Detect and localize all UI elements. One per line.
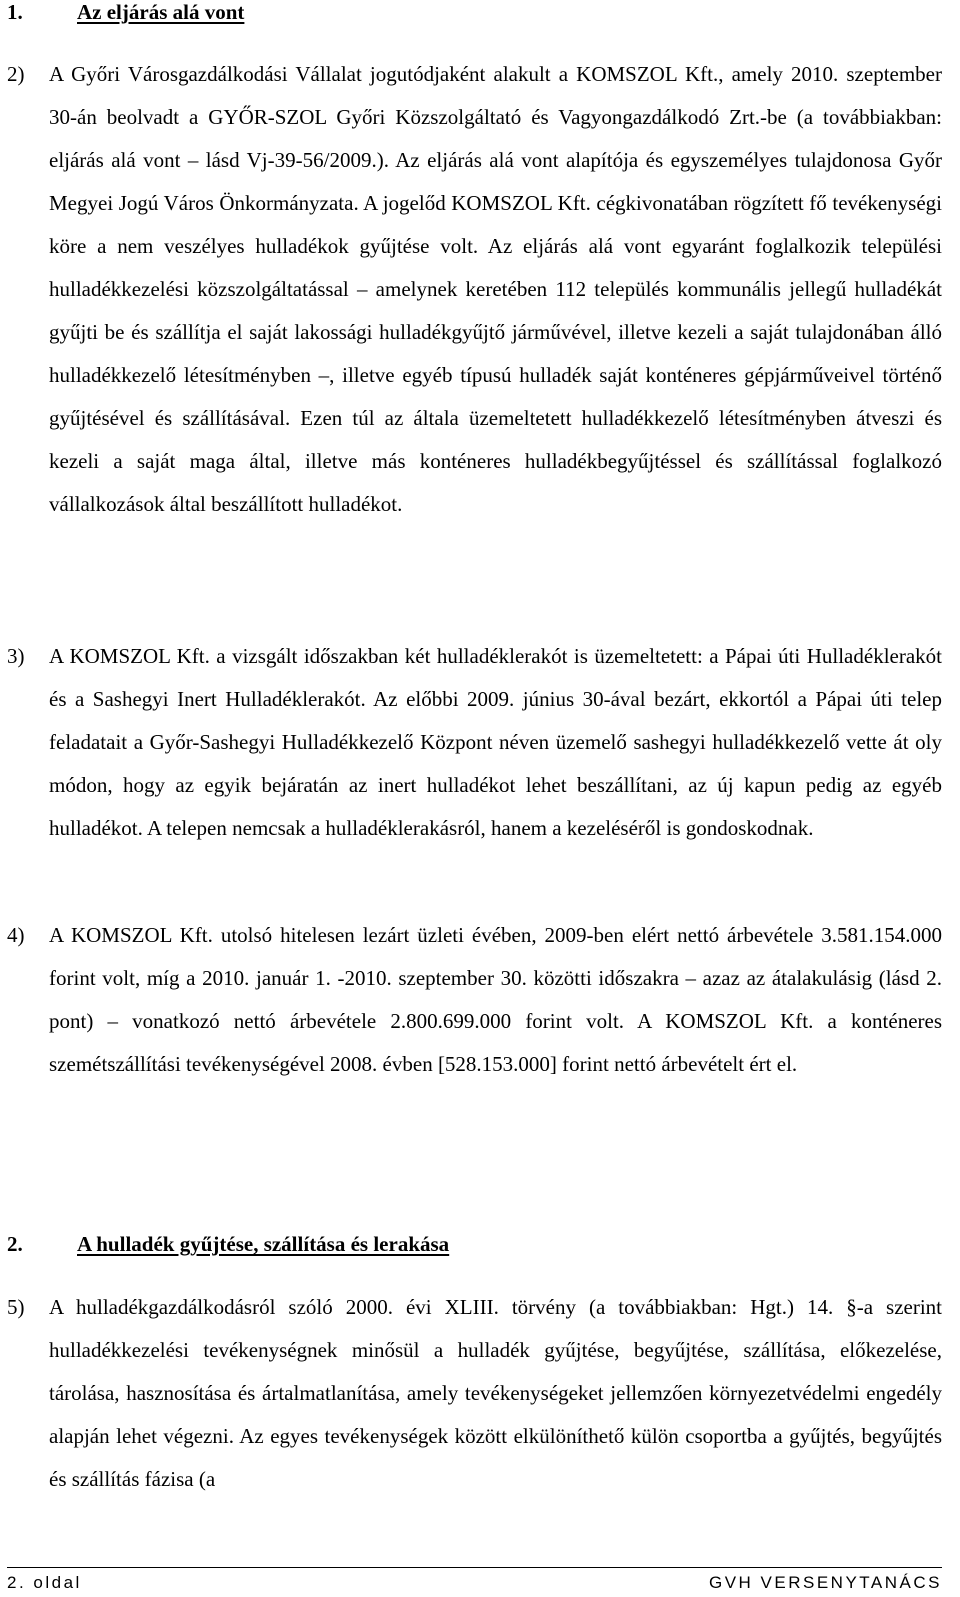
section-heading-1 — [7, 0, 244, 24]
footer-organization: GVH VERSENYTANÁCS — [708, 1573, 942, 1592]
paragraph-text: A hulladékgazdálkodásról szóló 2000. évi XLIII. törvény (a továbbiakban: Hgt.) 14. §-a szerint hulladékkezelési tevékenységnek minősül a hulladék gyűjtése, begyűjtése, szállítása, előkezelése, tárolása, hasznosítása és ártalmatlanítása, amely tevékenységeket jellemzően környezetvédelmi engedély alapján lehet végezni. Az egyes tevékenységek között elkülöníthető külön csoportba a gyűjtés, begyűjtés és szállítás fázisa (a — [49, 1295, 942, 1491]
section-title: A hulladék gyűjtése, szállítása és lerakása — [77, 1232, 450, 1256]
section-number: 1. — [7, 0, 23, 24]
paragraph-4 — [7, 914, 942, 1086]
paragraph-text: A KOMSZOL Kft. utolsó hitelesen lezárt üzleti évében, 2009-ben elért nettó árbevétele 3.581.154.000 forint volt, míg a 2010. január 1. -2010. szeptember 30. közötti időszakra – azaz az átalakulásig (lásd 2. pont) – vonatkozó nettó árbevétele 2.800.699.000 forint volt. A KOMSZOL Kft. a konténeres szemétszállítási tevékenységével 2008. évben [528.153.000] forint nettó árbevételt ért el. — [49, 923, 942, 1076]
paragraph-5 — [7, 1286, 942, 1501]
paragraph-text: A KOMSZOL Kft. a vizsgált időszakban két hulladéklerakót is üzemeltetett: a Pápai úti Hulladéklerakót és a Sashegyi Inert Hulladéklerakót. Az előbbi 2009. június 30-ával bezárt, ekkortól a Pápai úti telep feladatait a Győr-Sashegyi Hulladékkezelő Központ néven üzemelő sashegyi hulladékkezelő vette át oly módon, hogy az egyik bejáratán az inert hulladékot lehet beszállítani, az új kapun pedig az egyéb hulladékot. A telepen nemcsak a hulladéklerakásról, hanem a kezeléséről is gondoskodnak. — [49, 644, 942, 840]
section-number: 2. — [7, 1232, 23, 1256]
paragraph-number: 5) — [7, 1295, 25, 1319]
paragraph-3 — [7, 635, 942, 850]
footer-page-number: 2. oldal — [7, 1573, 82, 1592]
section-heading-2 — [7, 1232, 449, 1256]
paragraph-number: 2) — [7, 62, 25, 86]
paragraph-number: 3) — [7, 644, 25, 668]
paragraph-2 — [7, 53, 942, 526]
footer-divider — [7, 1567, 942, 1568]
paragraph-number: 4) — [7, 923, 25, 947]
paragraph-text: A Győri Városgazdálkodási Vállalat jogutódjaként alakult a KOMSZOL Kft., amely 2010. szeptember 30-án beolvadt a GYŐR-SZOL Győri Közszolgáltató és Vagyongazdálkodó Zrt.-be (a továbbiakban: eljárás alá vont – lásd Vj-39-56/2009.). Az eljárás alá vont alapítója és egyszemélyes tulajdonosa Győr Megyei Jogú Város Önkormányzata. A jogelőd KOMSZOL Kft. cégkivonatában rögzített fő tevékenységi köre a nem veszélyes hulladékok gyűjtése volt. Az eljárás alá vont egyaránt foglalkozik települési hulladékkezelési közszolgáltatással – amelynek keretében 112 település kommunális jellegű hulladékát gyűjti be és szállítja el saját lakossági hulladékgyűjtő járművével, illetve kezeli a saját tulajdonában álló hulladékkezelő létesítményben –, illetve egyéb típusú hulladék saját konténeres gépjárműveivel történő gyűjtésével és szállításával. Ezen túl az általa üzemeltetett hulladékkezelő létesítményben átveszi és kezeli a saját maga által, illetve más konténeres hulladékbegyűjtéssel és szállítással foglalkozó vállalkozások által beszállított hulladékot. — [49, 62, 942, 516]
section-title: Az eljárás alá vont — [77, 0, 245, 24]
